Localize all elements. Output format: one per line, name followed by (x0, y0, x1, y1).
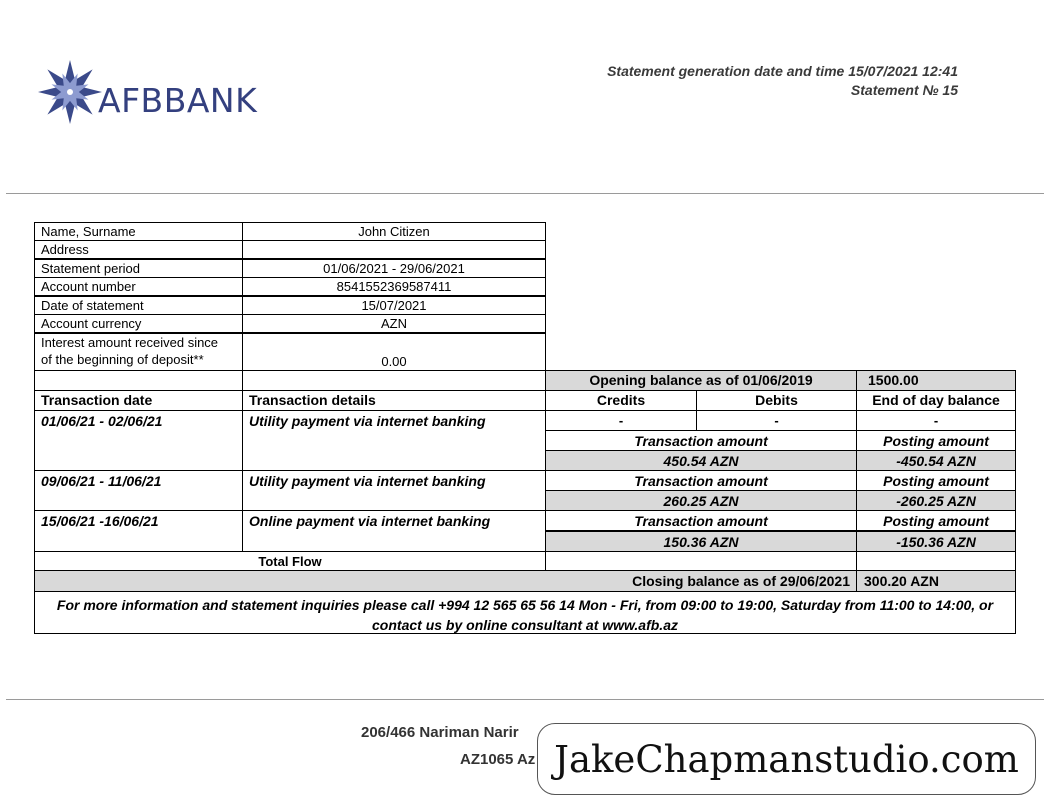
interest-label-line-1: Interest amount received since (41, 335, 219, 350)
opening-spacer (34, 370, 243, 391)
txn-1-details: Utility payment via internet banking (242, 410, 546, 471)
txn-2-amount-label: Transaction amount (545, 470, 857, 491)
txn-3-posting-label: Posting amount (856, 510, 1016, 531)
generation-datetime: Statement generation date and time 15/07/2021 12:41 (607, 63, 958, 79)
name-value: John Citizen (242, 222, 546, 241)
statement-table (34, 222, 1016, 634)
interest-label-line-2: of the beginning of deposit** (41, 352, 204, 367)
txn-2-details: Utility payment via internet banking (242, 470, 546, 511)
opening-balance-value: 1500.00 (856, 370, 1016, 391)
total-flow-posting (856, 551, 1016, 571)
col-credits: Credits (545, 390, 697, 411)
txn-2-posting: -260.25 AZN (856, 490, 1016, 511)
interest-label (34, 333, 243, 371)
txn-1-credits: - (545, 410, 697, 431)
txn-1-eod: - (856, 410, 1016, 431)
top-divider (6, 193, 1044, 194)
col-transaction-date: Transaction date (34, 390, 243, 411)
name-label: Name, Surname (34, 222, 243, 241)
date-value: 15/07/2021 (242, 296, 546, 315)
interest-value: 0.00 (242, 333, 546, 371)
txn-1-date: 01/06/21 - 02/06/21 (34, 410, 243, 471)
total-flow-amount (545, 551, 857, 571)
currency-value: AZN (242, 314, 546, 333)
currency-label: Account currency (34, 314, 243, 333)
txn-2-amount: 260.25 AZN (545, 490, 857, 511)
txn-1-amount-label: Transaction amount (545, 430, 857, 451)
txn-1-posting-label: Posting amount (856, 430, 1016, 451)
txn-2-posting-label: Posting amount (856, 470, 1016, 491)
address-value (242, 240, 546, 259)
col-debits: Debits (696, 390, 857, 411)
col-end-of-day-balance: End of day balance (856, 390, 1016, 411)
bank-name: AFBBANK (98, 81, 258, 120)
address-line-1: 206/466 Nariman Narir (361, 724, 519, 741)
txn-3-posting: -150.36 AZN (856, 531, 1016, 552)
period-label: Statement period (34, 259, 243, 278)
account-value: 8541552369587411 (242, 277, 546, 296)
address-line-2: AZ1065 Az (460, 751, 536, 768)
txn-3-amount-label: Transaction amount (545, 510, 857, 531)
bank-logo (38, 58, 298, 128)
closing-balance-value: 300.20 AZN (856, 570, 1016, 592)
contact-info-line-2: contact us by online consultant at www.afb.az (372, 617, 678, 633)
opening-balance-label: Opening balance as of 01/06/2019 (545, 370, 857, 391)
closing-balance-label: Closing balance as of 29/06/2021 (34, 570, 857, 592)
statement-header (607, 62, 958, 100)
txn-3-date: 15/06/21 -16/06/21 (34, 510, 243, 552)
address-label: Address (34, 240, 243, 259)
total-flow: Total Flow (34, 551, 546, 571)
txn-1-debits: - (696, 410, 857, 431)
date-label: Date of statement (34, 296, 243, 315)
contact-info (34, 591, 1016, 634)
opening-spacer-2 (242, 370, 546, 391)
star-logo-icon (38, 58, 102, 128)
txn-1-posting: -450.54 AZN (856, 450, 1016, 471)
statement-number: Statement № 15 (850, 82, 958, 98)
watermark: JakeChapmanstudio.com (537, 723, 1036, 795)
contact-info-line-1: For more information and statement inquiries please call +994 12 565 65 56 14 Mon - Fri, from 09:00 to 19:00, Saturday from 11:00 to 14:00, or (56, 597, 994, 613)
txn-1-amount: 450.54 AZN (545, 450, 857, 471)
col-transaction-details: Transaction details (242, 390, 546, 411)
txn-3-details: Online payment via internet banking (242, 510, 546, 552)
txn-2-date: 09/06/21 - 11/06/21 (34, 470, 243, 511)
account-label: Account number (34, 277, 243, 296)
period-value: 01/06/2021 - 29/06/2021 (242, 259, 546, 278)
bottom-divider (6, 699, 1044, 700)
txn-3-amount: 150.36 AZN (545, 531, 857, 552)
